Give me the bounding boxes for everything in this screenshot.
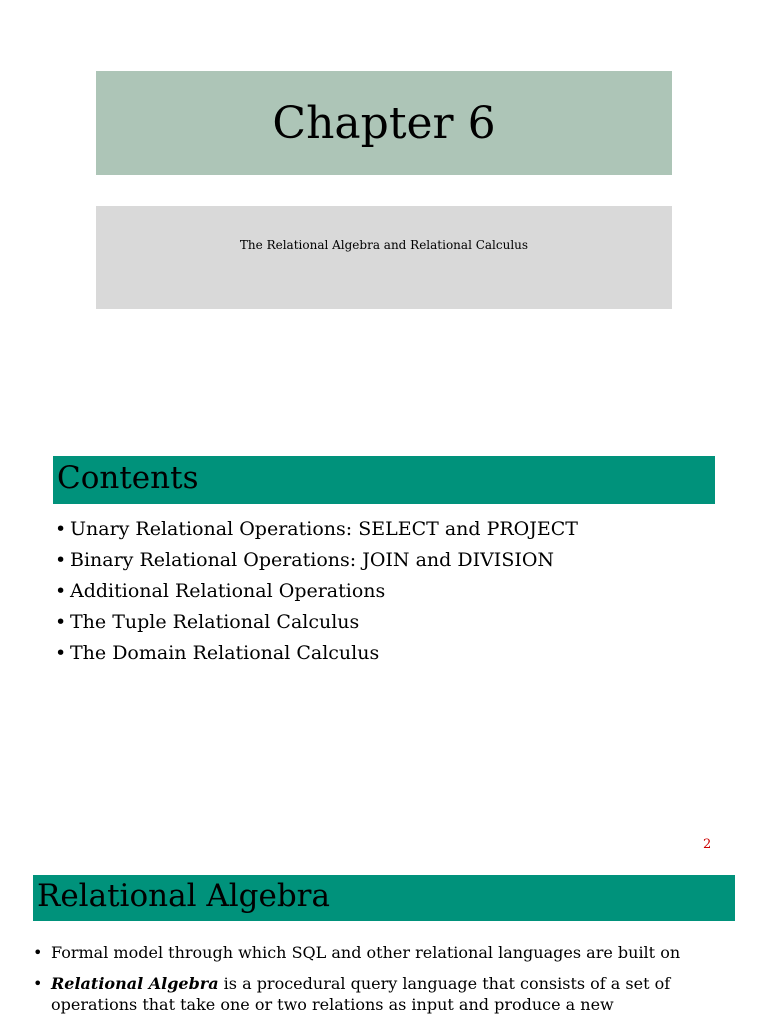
list-item: • Additional Relational Operations (55, 576, 578, 607)
bullet-icon: • (33, 943, 43, 962)
contents-list (55, 514, 578, 669)
relational-algebra-list (33, 942, 755, 1024)
bullet-icon: • (55, 518, 67, 540)
contents-header-bar (53, 456, 715, 504)
bullet-icon: • (55, 580, 67, 602)
list-item: • Unary Relational Operations: SELECT and PROJECT (55, 514, 578, 545)
chapter-title: Chapter 6 (272, 97, 496, 149)
bullet-icon: • (55, 611, 67, 633)
bullet-icon: • (55, 642, 67, 664)
bullet-icon: • (33, 974, 43, 993)
list-item: • Formal model through which SQL and other relational languages are built on (33, 943, 681, 962)
relational-algebra-header-bar (33, 875, 735, 921)
relational-algebra-heading: Relational Algebra (37, 878, 330, 914)
chapter-title-box (96, 71, 672, 175)
list-item: • The Domain Relational Calculus (55, 638, 578, 669)
chapter-subtitle-box (96, 206, 672, 309)
page-number: 2 (703, 837, 712, 852)
list-item: • Relational Algebra is a procedural query language that consists of a set of operations that take one or two relations as input and produce a new (33, 974, 671, 1014)
contents-heading: Contents (57, 460, 199, 496)
bullet-icon: • (55, 549, 67, 571)
list-item: • Binary Relational Operations: JOIN and DIVISION (55, 545, 578, 576)
term-relational-algebra: Relational Algebra (51, 974, 219, 993)
list-item: • The Tuple Relational Calculus (55, 607, 578, 638)
chapter-subtitle: The Relational Algebra and Relational Calculus (239, 238, 529, 252)
